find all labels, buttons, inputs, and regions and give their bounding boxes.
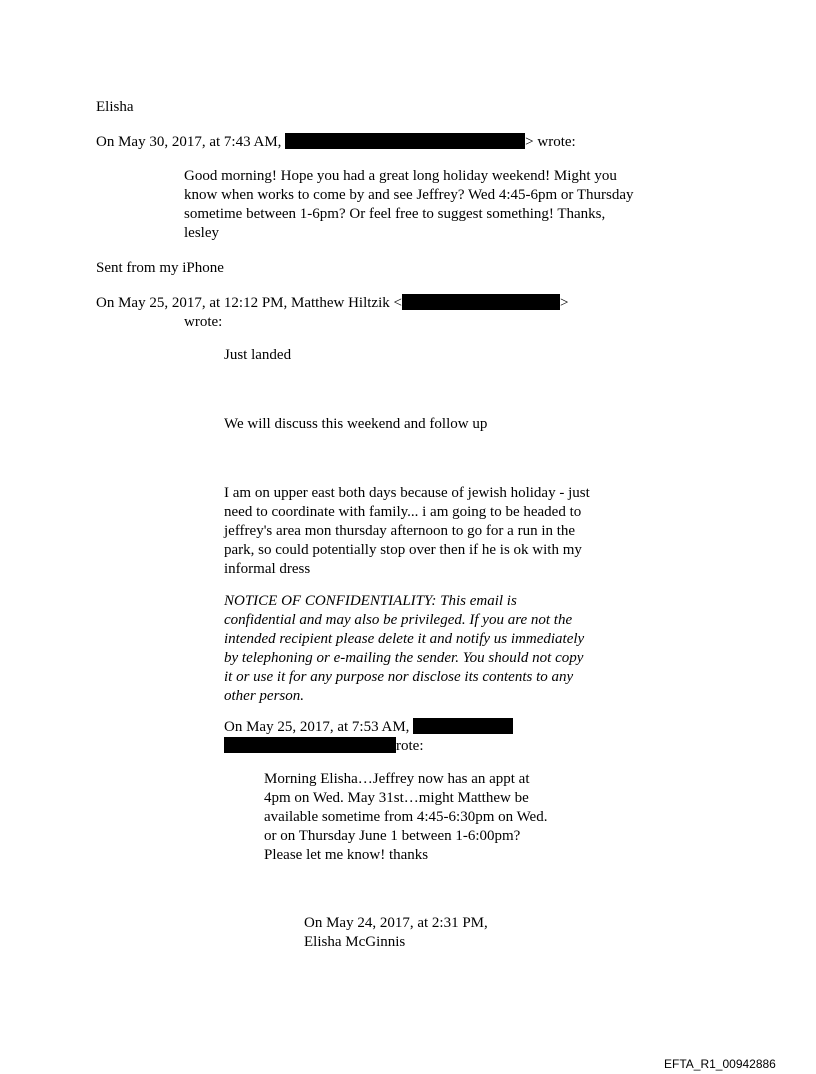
email-header-may25-0753-line2	[224, 737, 424, 756]
redaction-bar	[402, 294, 560, 310]
email-header-may25-0753-prefix: On May 25, 2017, at 7:53 AM,	[224, 719, 410, 735]
email-header-may30	[96, 133, 576, 152]
email-body-may30: Good morning! Hope you had a great long holiday weekend! Might you know when works to come by and see Jeffrey? Wed 4:45-6pm or Thursday sometime between 1-6pm? Or feel free to suggest something! Thanks, lesley	[184, 168, 634, 241]
email-body-may25-0753: Morning Elisha…Jeffrey now has an appt at 4pm on Wed. May 31st…might Matthew be available sometime from 4:45-6:30pm on Wed. or on Thursday June 1 between 1-6:00pm? Please let me know! thanks	[264, 771, 548, 863]
redaction-bar	[413, 718, 513, 734]
message-just-landed: Just landed	[224, 347, 292, 363]
redaction-bar	[224, 737, 396, 753]
email-header-may24-line1: On May 24, 2017, at 2:31 PM,	[304, 915, 488, 931]
email-header-may25-prefix: On May 25, 2017, at 12:12 PM, Matthew Hiltzik <	[96, 295, 402, 311]
bates-number: EFTA_R1_00942886	[664, 1057, 776, 1071]
email-header-may25-wrote: wrote:	[184, 314, 223, 330]
email-header-may25-suffix: >	[559, 295, 569, 311]
email-header-may25-0753	[224, 718, 513, 737]
confidentiality-notice: NOTICE OF CONFIDENTIALITY: This email is confidential and may also be privileged. If you are not the intended recipient please delete it and notify us immediately by telephoning or e-mailing the sender. You should not copy it or use it for any purpose nor disclose its contents to any other person.	[224, 593, 585, 704]
email-header-may25-hiltzik	[96, 294, 568, 313]
email-header-may30-suffix: > wrote:	[525, 134, 576, 150]
email-header-may25-0753-suffix: rote:	[396, 738, 424, 754]
salutation: Elisha	[96, 99, 134, 115]
email-header-may30-prefix: On May 30, 2017, at 7:43 AM,	[96, 134, 282, 150]
message-discuss-weekend: We will discuss this weekend and follow up	[224, 416, 488, 432]
redaction-bar	[285, 133, 525, 149]
email-signature: Sent from my iPhone	[96, 260, 224, 276]
message-upper-east: I am on upper east both days because of jewish holiday - just need to coordinate with family... i am going to be headed to jeffrey's area mon thursday afternoon to go for a run in the park, so could potentially stop over then if he is ok with my informal dress	[224, 485, 590, 577]
email-header-may24-line2: Elisha McGinnis	[304, 934, 406, 950]
